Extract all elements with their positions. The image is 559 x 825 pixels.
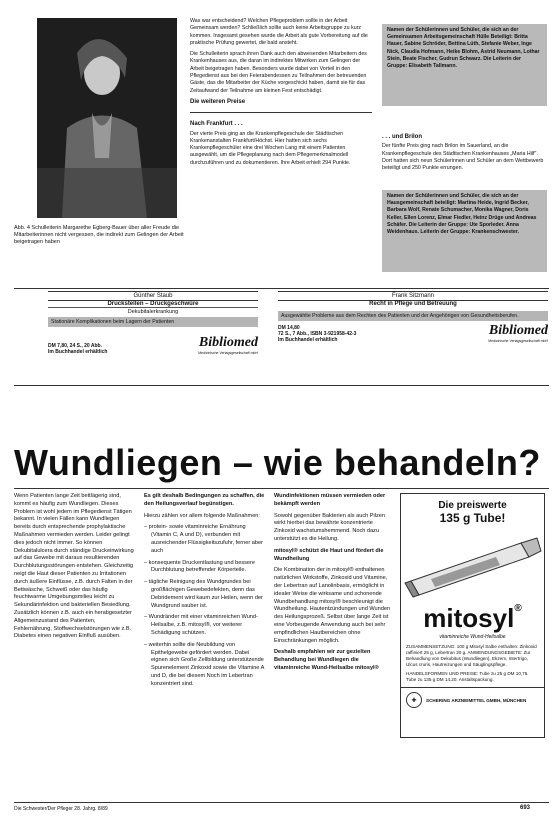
ad-right-title: Recht in Pflege und Betreuung — [369, 301, 457, 307]
ad-right-brand-sub: Medizinische Verlagsgesellschaft mbH — [488, 339, 548, 343]
article-col1-text: Wenn Patienten lange Zeit bettlägerig sind, kommt es häufig zum Wundliegen. Dieses Problem ist wohl jedem im Pflegedienst Tätigen bekannt. In vielen Fällen kann Wundliegen bereits durch entsprechende prophylaktische Maßnahmen vermieden werden. Leider gelingt dies jedoch nicht immer. So können Dekubitalulcera durch ständige Druckeinwirkung auf das Gewebe mit daraus resultierenden Durchblutungsstörungen entstehen. Gleichzeitig neigt die Haut dieser Patienten zu Irritationen durch äußere Einflüsse, z.B. durch Falten in der Bettwäsche, Schweiß oder das häufig feuchtwarme Umgebungsmilieu leicht zu Sekundärinfektion und bakteriellen Besiedlung. Zusätzlich können z.B. auch ein herabgesetzter Allgemeinzustand des Patienten, Fehlernährung, Stoffwechselstörungen wie z.B. Diabetes einen negativen Einfluß ausüben. — [14, 493, 134, 640]
ad-left-gray: Stationäre Komplikationen beim Lagern der Patienten — [48, 317, 258, 327]
article-col3-text-2: Die Kombination der in mitosyl® enthaltenen natürlichen Wirkstoffe, Zinkoxid und Vitamine, der Lebertran auf Lanolinbasis, ermöglicht in idealer Weise die wirksame und schonende Wundbehandlung mitosyl® beschleunigt die Wundheilung. Hautentzündungen und Wunden des Heilungsprozeß. Selbst über lange Zeit ist eine Vorbeugende Anwendung auch bei sehr empfindlichen Hautbereichen ohne Einschränkungen möglich. — [274, 567, 391, 644]
heading-weitere-preise: Die weiteren Preise — [190, 98, 246, 105]
divider-top — [14, 288, 549, 289]
footer-journal: Die Schwester/Der Pfleger 28. Jahrg. 8/89 — [14, 806, 108, 812]
schering-name: SCHERING ARZNEIMITTEL GMBH, MÜNCHEN — [426, 697, 527, 703]
ad-left-author: Günther Staub — [48, 291, 258, 301]
ad-left-subtitle: Dekubitalerkrankung — [48, 307, 258, 315]
ad-price-size: 135 g Tube! — [439, 511, 506, 525]
names-box-2: Namen der Schülerinnen und Schüler, die sich an der Hausgemeinschaft beteiligt: Martina Heide, Ingrid Becker, Barbara Wolf, Renate Schumacher, Monika Wagner, Doris Keller, Ellen Lorenz, Elmar Fiedler, Heinz Drüge und Andreas Schäfer. Die Leiterin der Gruppe: Ute Sporleder. Anna Weidenhaus. Leiterin der Gruppe: Krankenschwester. — [382, 190, 547, 272]
middle-column — [190, 18, 372, 171]
mitosyl-tube-illustration — [401, 529, 544, 599]
ad-left-title: Druckstellen – Druckgeschwüre — [107, 301, 199, 307]
article-col2-bullet-2: – konsequente Druckentlastung und bessere Durchblutung betreffender Körperteile. — [144, 559, 256, 574]
ad-right-avail: Im Buchhandel erhältlich — [278, 337, 338, 343]
ad-left-avail: Im Buchhandel erhältlich — [48, 349, 108, 355]
article-col3-text-1: Sowohl gegenüber Bakterien als auch Pilzen wirkt hierbei das bewährte konzentrierte Zinkoxid wachstumshemmend. Noch dazu unterstützt es die Heilung. — [274, 512, 386, 542]
photo-caption: Abb. 4 Schulleiterin Margarethe Egberg-Bauer über aller Freude die Mitarbeiterinnen nicht vergessen, die indirekt zum Gelingen der Arbeit beigetragen haben — [14, 225, 184, 245]
article-col3-heading-2: mitosyl® schützt die Haut und fördert die Wundheilung — [274, 547, 384, 562]
ad-right-desc: Ausgewählte Probleme aus dem Rechten des Patienten und der Angehörigen von Gesundheitsberufen. — [278, 311, 548, 321]
article-col2-bullet-4: – Wundränder mit einer vitaminreichen Wund-Heilsalbe, z.B. mitosyl®, vor weiterer Schädigung schützen. — [144, 614, 258, 636]
divider-ads — [14, 385, 549, 386]
ad-right-details: 72 S., 7 Abb., ISBN 3-921958-42-3 — [278, 331, 357, 337]
mitosyl-pack: HANDELSFORMEN UND PREISE: Tube zu 25 g DM 10,75. Tube zu 135 g DM 14,20. Anstaltspackung. — [406, 671, 529, 682]
frankfurt-text: Der vierte Preis ging an die Krankenpflegeschule der Städtischen Krankenanstalten Frankfurt/Höchst. Hier hatten sich sechs Krankenpflegeschüler eine drei Wochen Lang mit einem Patienten ausgewählt, um die Pflegeplanung nach dem Pflegemerkmalmodell durchzuführen und zu dokumentieren. Ihre Arbeit erhielt 294 Punkte. — [190, 130, 351, 166]
article-col3-heading-3: Deshalb empfahlen wir zur gezielten Behandlung bei Wundliegen die vitaminreiche Wund-Heilsalbe mitosyl® — [274, 649, 379, 671]
mitosyl-tagline: vitaminreiche Wund-Heilsalbe — [439, 634, 506, 640]
brilon-text: Der fünfte Preis ging nach Brilon im Sauerland, an die Krankenpflegeschule des Städtischen Krankenhauses „Maria Hilf". Dort hatten sich neun Schülerinnen und Schüler an dem Wettbewerb beteiligt und 250 Punkte errungen. — [382, 143, 544, 172]
mitosyl-composition: ZUSAMMENSETZUNG: 100 g Mitosyl Salbe enthalten: Zinkoxid raffiniert 25 g, Lebertran 20 g. ANWENDUNGSGEBIETE: Zur Behandlung von Dekubitus (Wundliegen), Ekzem, Intertrigo, Ulcus cruris, Hautreizungen und Säuglingspflege. — [406, 644, 537, 667]
schering-logo-icon: ✚ — [406, 692, 422, 708]
ad-recht-pflege — [278, 291, 548, 343]
ad-price-head: Die preiswerte — [438, 500, 507, 511]
article-col2-help: Hierzu zählen vor allem folgende Maßnahmen: — [144, 512, 260, 519]
divider-headline — [14, 488, 549, 489]
article-column-3 — [274, 493, 394, 677]
mitosyl-brand: mitosyl — [423, 603, 515, 633]
footer-page-number: 693 — [520, 805, 531, 811]
ad-right-price: DM 14,80 — [278, 325, 300, 331]
footer-rule — [14, 802, 549, 803]
main-headline: Wundliegen – wie behandeln? — [14, 442, 541, 483]
mitosyl-logo — [401, 603, 544, 634]
names-box-1: Namen der Schülerinnen und Schüler, die sich an der Gemeinsamen Arbeitsgemeinschaft Hülle Beteiligt: Britta Hauer, Sabine Schröder, Bettina Lüth, Stefanie Weber, Inge Nick, Claudia Hofmann, Heike Blohm, Astrid Neumann, Lothar Stein, Beate Fischer, Gudrun Schwarz. Die Leiterin der Gruppe: Elisabeth Tallmann. — [382, 24, 547, 106]
article-col2-bullet-3: – tägliche Reinigung des Wundgrundes bei großflächigen Gewebedefekten, denn das Debridement wird kaum zur Heilen, wenn der Wundgrund sauber ist. — [144, 579, 263, 609]
middle-paragraph-1: Was war entscheidend? Welchen Pflegeproblem sollte in der Arbeit Gemeinsam werden? Schließlich sollte auch keine Arbeitsgruppe zu kurz kommen. Insgesamt gesehen wurde die Arbeit als gute Vorbereitung auf die praktische Prüfung gewertet, die bald ansteht. — [190, 18, 368, 46]
ad-druckstellen — [48, 291, 258, 355]
article-col2-intro: Es gilt deshalb Bedingungen zu schaffen, die den Heilungsverlauf begünstigen. — [144, 493, 265, 507]
bibliomed-logo-left: Bibliomed — [198, 335, 258, 350]
middle-paragraph-2: Die Schulleiterin sprach ihren Dank auch den abwesenden Mitarbeitern des Krankenhauses aus, die daran im indirektes Mitwirken zum Gelingen der Arbeit beigetragen haben. Besonders wurde dabei von Vorteil in den Pflegedienst aus bei den Feierabendessen zu Teilnahmen der betreuenden Gäste, das die Mitarbeiter der Küche vorgeschickt haben, damit sie für das Zeitaufwand der Teilnahme am kleinen Fest entschädigt. — [190, 51, 367, 94]
photo-schulleiterin — [37, 18, 177, 218]
right-column — [382, 130, 547, 176]
article-column-2 — [144, 493, 266, 693]
heading-brilon: . . . und Brilon — [382, 134, 422, 140]
bibliomed-logo-right: Bibliomed — [488, 323, 548, 338]
ad-left-price: DM 7,80, 24 S., 20 Abb. — [48, 343, 103, 349]
article-column-1 — [14, 493, 134, 645]
mitosyl-reg: ® — [514, 603, 522, 614]
article-col2-bullet-1: – protein- sowie vitaminreiche Ernährung (Vitamin C, A und D), verbunden mit ausreichender Flüssigkeitszufuhr, ferner aber auch — [144, 524, 263, 554]
article-col2-bullet-5: – weiterhin sollte die Neubildung von Epithelgewebe gefördert werden. Dabei eignen sich Große Zellbildung unterstützende Spurenelement Zinkoxid sowie die Vitamine A und D, die bei diesem Noch im Lebertran konzentriert sind. — [144, 641, 265, 687]
mitosyl-ad — [400, 493, 545, 738]
article-col3-heading-1: Wundinfektionen müssen vermieden oder bekämpft werden — [274, 493, 386, 507]
ad-left-brand-sub: Medizinische Verlagsgesellschaft mbH — [198, 351, 258, 355]
ad-right-author: Frank Sitzmann — [278, 291, 548, 301]
heading-frankfurt: Nach Frankfurt . . . — [190, 121, 243, 128]
